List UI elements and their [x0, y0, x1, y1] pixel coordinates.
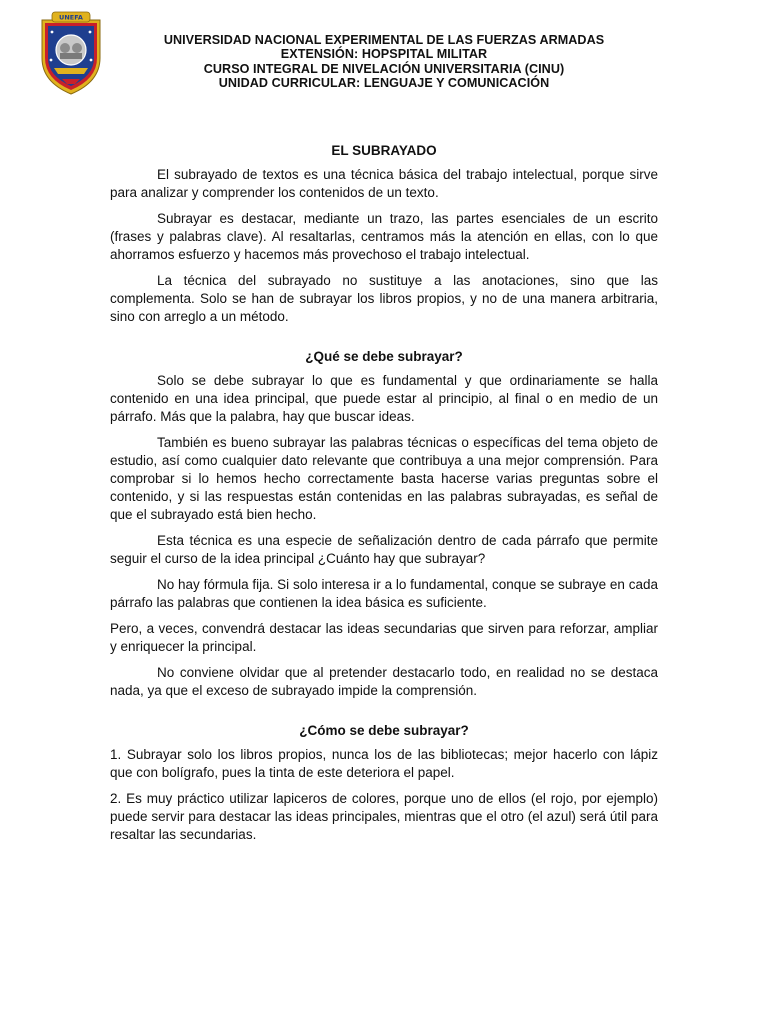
section2-list-item: 1. Subrayar solo los libros propios, nunca los de las bibliotecas; mejor hacerlo con lápiz que con bolígrafo, pues la tinta de este deteriora el papel.	[110, 747, 658, 780]
section1-paragraph: Pero, a veces, convendrá destacar las ideas secundarias que sirven para reforzar, ampliar y enriquecer la principal.	[110, 621, 658, 654]
header-curricular-unit: UNIDAD CURRICULAR: LENGUAJE Y COMUNICACIÓN	[218, 75, 550, 90]
institution-header	[120, 33, 648, 90]
section-heading-que: ¿Qué se debe subrayar?	[305, 349, 463, 364]
header-university-name: UNIVERSIDAD NACIONAL EXPERIMENTAL DE LAS FUERZAS ARMADAS	[163, 33, 605, 47]
section2-list-item: 2. Es muy práctico utilizar lapiceros de colores, porque uno de ellos (el rojo, por ejemplo) puede servir para destacar las ideas principales, mientras que el otro (el azul) será útil para resaltar las secundarias.	[110, 791, 658, 842]
intro-paragraph: El subrayado de textos es una técnica básica del trabajo intelectual, porque sirve para analizar y comprender los contenidos de un texto.	[110, 167, 658, 200]
university-crest-logo	[38, 10, 104, 96]
section1-paragraph: Esta técnica es una especie de señalización dentro de cada párrafo que permite seguir el curso de la idea principal ¿Cuánto hay que subrayar?	[110, 533, 658, 566]
intro-paragraph: Subrayar es destacar, mediante un trazo, las partes esenciales de un escrito (frases y palabras clave). Al resaltarlas, centramos más la atención en ellas, con lo que ahorramos esfuerzo y hacemos más provechoso el trabajo intelectual.	[110, 211, 658, 262]
intro-paragraph: La técnica del subrayado no sustituye a las anotaciones, sino que las complementa. Solo se han de subrayar los libros propios, y no de una manera arbitraria, sino con arreglo a un método.	[110, 273, 658, 324]
section1-paragraph: También es bueno subrayar las palabras técnicas o específicas del tema objeto de estudio, así como cualquier dato relevante que contribuya a una mejor comprensión. Para comprobar si lo hemos hecho correctamente basta hacerse varias preguntas sobre el contenido, y si las respuestas están contenidas en las palabras subrayadas, es señal de que el subrayado está bien hecho.	[110, 435, 658, 522]
section1-paragraph: No hay fórmula fija. Si solo interesa ir a lo fundamental, conque se subraye en cada párrafo las palabras que contienen la idea básica es suficiente.	[110, 577, 658, 610]
document-body	[110, 142, 658, 852]
header-course: CURSO INTEGRAL DE NIVELACIÓN UNIVERSITARIA (CINU)	[203, 61, 565, 76]
section1-paragraph: Solo se debe subrayar lo que es fundamental y que ordinariamente se halla contenido en una idea principal, que puede estar al principio, al final o en medio de un párrafo. Más que la palabra, hay que buscar ideas.	[110, 373, 658, 424]
section1-paragraph: No conviene olvidar que al pretender destacarlo todo, en realidad no se destaca nada, ya que el exceso de subrayado impide la comprensión.	[110, 665, 658, 698]
header-extension: EXTENSIÓN: HOPSPITAL MILITAR	[280, 47, 488, 62]
section-heading-como: ¿Cómo se debe subrayar?	[299, 723, 469, 738]
document-title: EL SUBRAYADO	[331, 143, 437, 158]
svg-text:UNEFA: UNEFA	[59, 13, 83, 22]
